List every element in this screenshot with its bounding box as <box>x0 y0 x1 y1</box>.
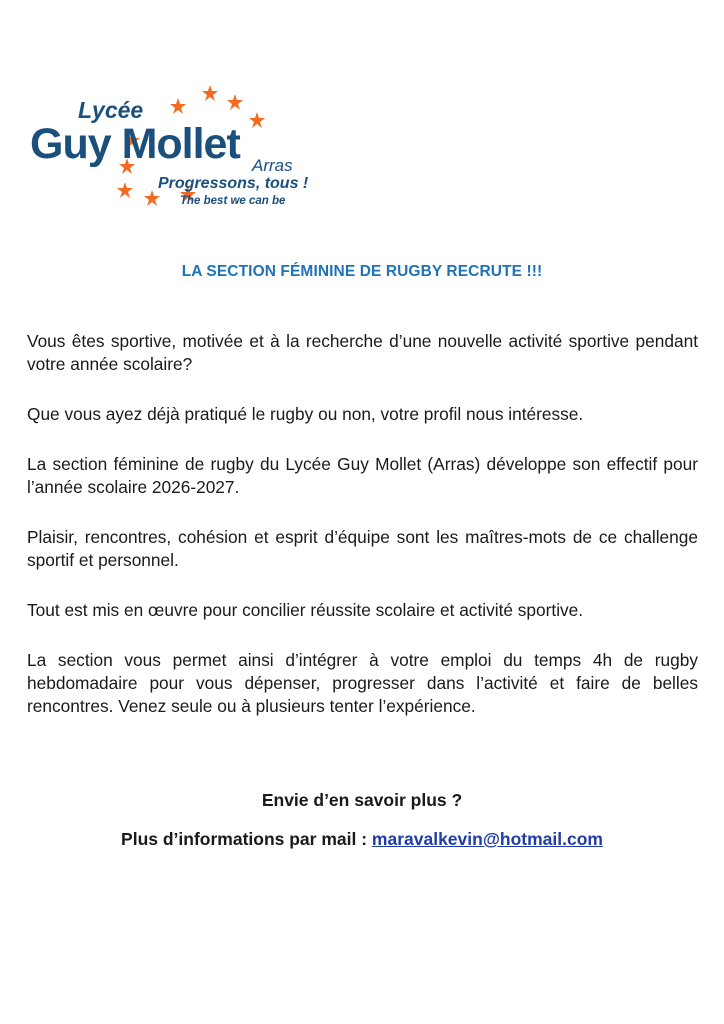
paragraph: Tout est mis en œuvre pour concilier réussite scolaire et activité sportive. <box>27 600 584 620</box>
logo-tagline: The best we can be <box>180 195 286 207</box>
page-title: LA SECTION FÉMININE DE RUGBY RECRUTE !!! <box>181 263 543 280</box>
logo-line1: Lycée <box>78 97 144 123</box>
star-icon <box>249 112 265 128</box>
email-link[interactable]: maravalkevin@hotmail.com <box>371 829 603 849</box>
paragraph: La section vous permet ainsi d’intégrer à votre emploi du temps 4h de rugby hebdomadaire pour vous dépenser, progresser dans l’activité et faire de belles rencontres. Venez seule ou à plusieurs tenter l’expérience. <box>27 650 698 716</box>
paragraph: Vous êtes sportive, motivée et à la recherche d’une nouvelle activité sportive pendant votre année scolaire? <box>27 331 698 374</box>
paragraph: Plaisir, rencontres, cohésion et esprit d’équipe sont les maîtres-mots de ce challenge sportif et personnel. <box>27 527 698 570</box>
star-icon <box>202 85 218 101</box>
star-icon <box>144 190 160 206</box>
cta-mail-line <box>0 829 724 850</box>
logo-city: Arras <box>252 156 293 175</box>
logo-line2: Guy Mollet <box>30 120 240 168</box>
star-icon <box>227 94 243 110</box>
school-logo <box>20 70 350 210</box>
paragraph: La section féminine de rugby du Lycée Guy Mollet (Arras) développe son effectif pour l’année scolaire 2026-2027. <box>27 454 698 497</box>
logo-slogan: Progressons, tous ! <box>158 175 309 192</box>
star-icon <box>117 182 133 198</box>
star-icon <box>170 98 186 114</box>
cta-question: Envie d’en savoir plus ? <box>261 790 463 810</box>
school-logo-graphic <box>20 70 350 210</box>
body-text <box>27 330 698 745</box>
mail-label: Plus d’informations par mail : <box>121 829 372 849</box>
paragraph: Que vous ayez déjà pratiqué le rugby ou non, votre profil nous intéresse. <box>27 404 584 424</box>
